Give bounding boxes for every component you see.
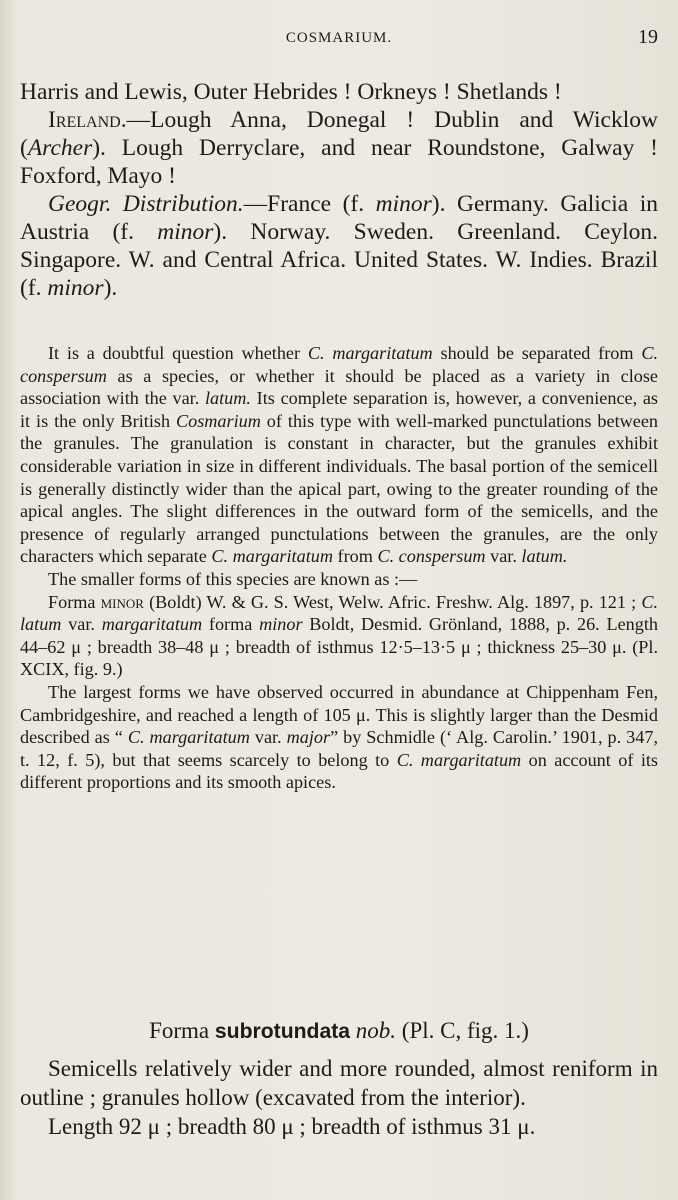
text-run: of this type with well-marked punctulations between the granules. The granulation is constant in character, but the granules exhibit considerable variation in size in different individuals. The basal portion of the semicell is generally distinctly wider than the apical part, owing to the greater rounding of the apical angles. The slight differences in the outward form of the semicells, and the presence of regularly arranged punctulations between the granules, are the only characters which separate [20, 410, 658, 567]
species-name: C. margaritatum [396, 749, 522, 770]
species-name: C. margaritatum [307, 343, 433, 363]
species-name: C. latum [20, 591, 658, 635]
geogr-text: —France (f. [243, 191, 376, 217]
forma-name: minor [100, 591, 144, 612]
archer-citation: Archer [27, 135, 93, 161]
forma-subrotundata-heading [0, 1018, 678, 1044]
forma-measurements: Length 92 μ ; breadth 80 μ ; breadth of isthmus 31 μ. [48, 1114, 536, 1139]
page-number: 19 [638, 26, 658, 48]
text-run: on account of its different proportions and its smooth apices. [20, 749, 658, 793]
running-title: COSMARIUM. [285, 30, 393, 46]
geogr-text: ). Norway. Sweden. Greenland. Ceylon. Singapore. W. and Central Africa. United States. W. Indies. Brazil (f. [20, 219, 658, 301]
text-run: Forma [48, 591, 101, 612]
geogr-text: ). [103, 275, 118, 301]
geogr-label: Geogr. Distribution. [48, 191, 244, 217]
variety-name: major [286, 727, 331, 748]
text-run: from [332, 546, 378, 567]
genus-name: Cosmarium [175, 410, 261, 431]
forma-subrotundata-section [20, 1054, 658, 1141]
plate-reference: (Pl. C, fig. 1.) [396, 1018, 529, 1043]
variety-name: latum. [204, 388, 251, 409]
forma-name: minor [259, 614, 303, 635]
text-run: var. [249, 727, 287, 748]
forma-minor-ref: minor [375, 191, 432, 217]
forma-minor-paragraph [20, 591, 658, 681]
text-run: var. [485, 546, 522, 567]
species-name: C. conspersum [377, 546, 486, 567]
text-run: ” by Schmidle (‘ Alg. Carolin.’ 1901, p. 347, t. 12, f. 5), but that seems scarcely to belong to [20, 727, 658, 770]
text-run: The largest forms we have observed occurred in abundance at Chippenham Fen, Cambridgeshire, and reached a length of 105 μ. This is slightly larger than the Desmid described as “ [20, 681, 658, 748]
text-run: forma [202, 614, 260, 635]
text-run: var. [61, 614, 102, 635]
ireland-localities [20, 106, 658, 190]
page-header [0, 26, 678, 52]
variety-name: latum. [521, 546, 568, 567]
author-abbrev: nob. [355, 1018, 397, 1043]
discussion-section [20, 342, 658, 794]
forma-description: Semicells relatively wider and more rounded, almost reniform in outline ; granules hollow (excavated from the interior). [20, 1056, 658, 1110]
largest-forms-paragraph [20, 681, 658, 794]
text-run: Forma [149, 1018, 215, 1043]
text-run: as a species, or whether it should be placed as a variety in close association with the var. [20, 365, 658, 409]
discussion-paragraph [20, 342, 658, 568]
ireland-text: —Lough Anna, Donegal ! Dublin and Wicklow ( [20, 107, 658, 161]
text-run: Its complete separation is, however, a convenience, as it is the only British [20, 388, 658, 431]
distribution-section [20, 78, 658, 302]
scotland-localities: Harris and Lewis, Outer Hebrides ! Orkneys ! Shetlands ! [20, 79, 562, 105]
text-run: (Boldt) W. & G. S. West, Welw. Afric. Freshw. Alg. 1897, p. 121 ; [143, 591, 642, 612]
forma-minor-ref: minor [157, 219, 214, 245]
forma-name: subrotundata [214, 1020, 351, 1043]
text-run: should be separated from [432, 343, 642, 363]
text-run: Boldt, Desmid. Grönland, 1888, p. 26. Length 44–62 μ ; breadth 38–48 μ ; breadth of isthmus 12·5–13·5 μ ; thickness 25–30 μ. (Pl. XCIX, fig. 9.) [20, 614, 658, 680]
species-name: C. conspersum [20, 343, 658, 386]
variety-name: margaritatum [101, 614, 203, 635]
smaller-forms-intro: The smaller forms of this species are known as :— [48, 568, 418, 589]
forma-minor-ref: minor [47, 275, 104, 301]
geographic-distribution [20, 190, 658, 302]
ireland-label: Ireland. [48, 107, 127, 133]
geogr-text: ). Germany. Galicia in Austria (f. [20, 191, 658, 245]
species-name: C. margaritatum [127, 727, 250, 748]
ireland-text-2: ). Lough Derryclare, and near Roundstone, Galway ! Foxford, Mayo ! [20, 135, 658, 189]
species-name: C. margaritatum [211, 546, 333, 567]
text-run: It is a doubtful question whether [48, 343, 308, 363]
